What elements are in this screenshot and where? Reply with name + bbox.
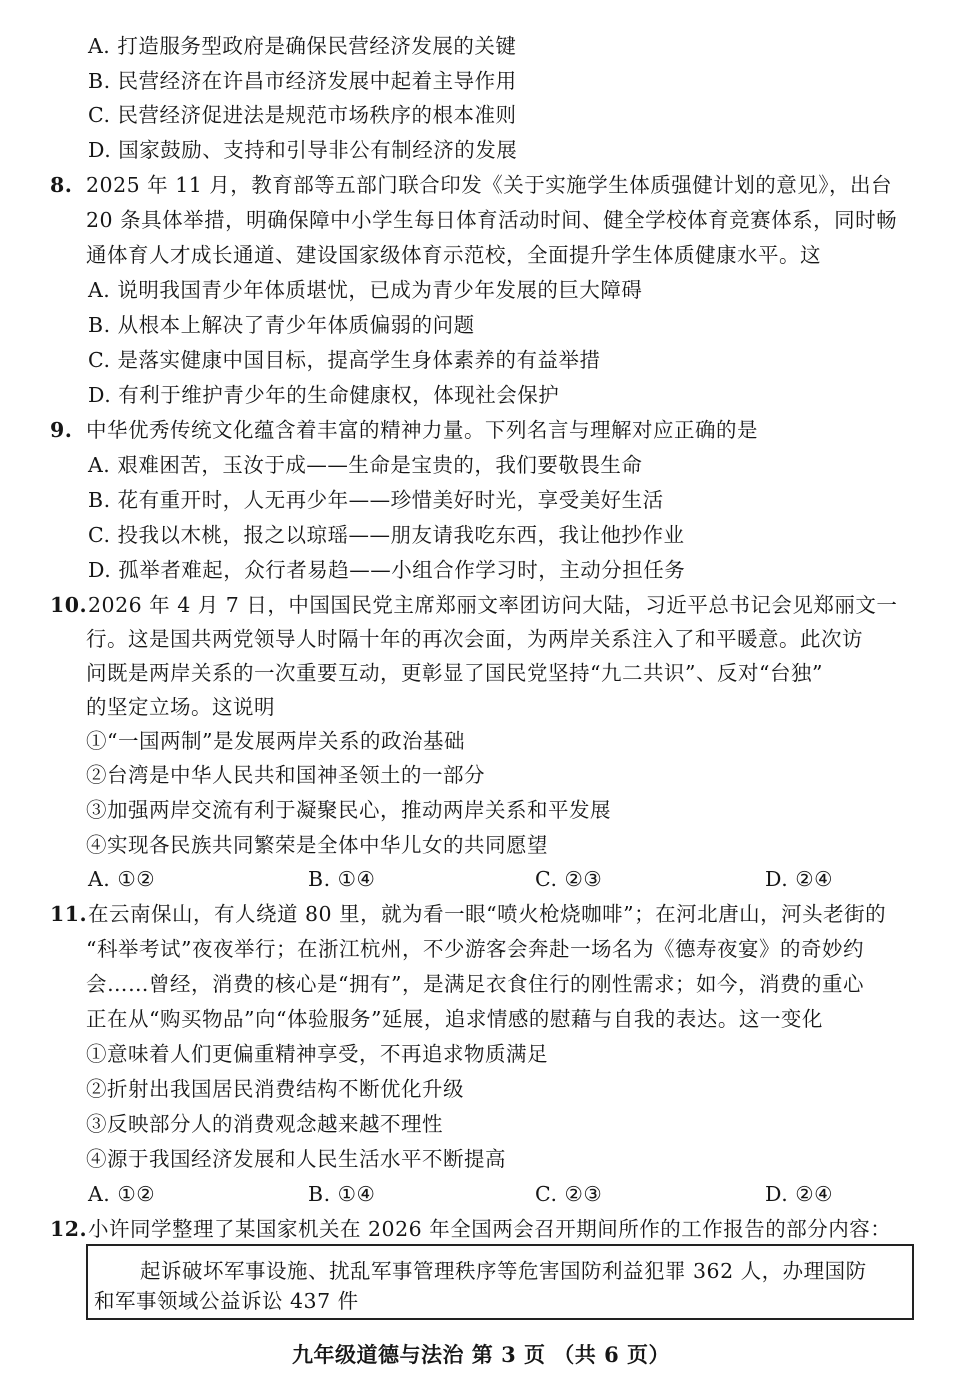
q10-item-1: ①“一国两制”是发展两岸关系的政治基础	[86, 729, 465, 753]
q8-stem-line-3: 通体育人才成长通道、建设国家级体育示范校，全面提升学生体质健康水平。这	[86, 243, 821, 267]
q7-option-c: C. 民营经济促进法是规范市场秩序的根本准则	[88, 103, 517, 127]
q11-stem-line-3: 会……曾经，消费的核心是“拥有”，是满足衣食住行的刚性需求；如今，消费的重心	[86, 972, 864, 996]
q9-option-b: B. 花有重开时，人无再少年——珍惜美好时光，享受美好生活	[88, 488, 664, 512]
q10-stem-line-3: 问既是两岸关系的一次重要互动，更彰显了国民党坚持“九二共识”、反对“台独”	[86, 661, 823, 685]
q10-choice-c: C. ②③	[535, 867, 603, 891]
q8-stem-line-2: 20 条具体举措，明确保障中小学生每日体育活动时间、健全学校体育竞赛体系，同时畅	[86, 208, 898, 232]
q10-stem-line-1: 10.2026 年 4 月 7 日，中国国民党主席郑丽文率团访问大陆，习近平总书记会见郑丽文一	[50, 590, 897, 620]
q12-number: 12.	[50, 1217, 88, 1241]
q10-stem-line-2: 行。这是国共两党领导人时隔十年的再次会面，为两岸关系注入了和平暖意。此次访	[86, 627, 863, 651]
q10-item-2: ②台湾是中华人民共和国神圣领土的一部分	[86, 763, 485, 787]
q11-item-4: ④源于我国经济发展和人民生活水平不断提高	[86, 1147, 506, 1171]
q7-option-a: A. 打造服务型政府是确保民营经济发展的关键	[88, 34, 517, 58]
q10-number: 10.	[50, 593, 88, 617]
q11-item-3: ③反映部分人的消费观念越来越不理性	[86, 1112, 443, 1136]
q9-number: 9.	[50, 418, 73, 442]
q7-option-b: B. 民营经济在许昌市经济发展中起着主导作用	[88, 69, 517, 93]
q10-choice-a: A. ①②	[88, 867, 156, 891]
q11-choice-a: A. ①②	[88, 1182, 156, 1206]
q11-item-1: ①意味着人们更偏重精神享受，不再追求物质满足	[86, 1042, 548, 1066]
q8-stem-line-1: 8. 2025 年 11 月，教育部等五部门联合印发《关于实施学生体质强健计划的意见》，出台	[50, 170, 892, 200]
q12-material-box	[86, 1244, 914, 1320]
q10-stem-line-4: 的坚定立场。这说明	[86, 695, 275, 719]
q7-option-d: D. 国家鼓励、支持和引导非公有制经济的发展	[88, 138, 518, 162]
q11-stem-line-4: 正在从“购买物品”向“体验服务”延展，追求情感的慰藉与自我的表达。这一变化	[86, 1007, 823, 1031]
q9-option-d: D. 孤举者难起，众行者易趋——小组合作学习时，主动分担任务	[88, 558, 686, 582]
page-footer: 九年级道德与法治 第 3 页 （共 6 页）	[291, 1342, 671, 1367]
q12-stem: 12.小许同学整理了某国家机关在 2026 年全国两会召开期间所作的工作报告的部分内容：	[50, 1214, 891, 1244]
q11-stem-line-1: 11.在云南保山，有人绕道 80 里，就为看一眼“喷火枪烧咖啡”；在河北唐山，河头老街的	[50, 899, 886, 929]
q10-choice-d: D. ②④	[765, 867, 833, 891]
q8-option-c: C. 是落实健康中国目标，提高学生身体素养的有益举措	[88, 348, 601, 372]
q12-material-line-2: 和军事领域公益诉讼 437 件	[94, 1289, 359, 1313]
q11-choice-b: B. ①④	[308, 1182, 376, 1206]
q8-option-a: A. 说明我国青少年体质堪忧，已成为青少年发展的巨大障碍	[88, 278, 643, 302]
q9-stem: 9. 中华优秀传统文化蕴含着丰富的精神力量。下列名言与理解对应正确的是	[50, 415, 758, 445]
q10-item-4: ④实现各民族共同繁荣是全体中华儿女的共同愿望	[86, 833, 548, 857]
q8-option-d: D. 有利于维护青少年的生命健康权，体现社会保护	[88, 383, 560, 407]
q8-option-b: B. 从根本上解决了青少年体质偏弱的问题	[88, 313, 475, 337]
q10-choice-b: B. ①④	[308, 867, 376, 891]
q9-option-c: C. 投我以木桃，报之以琼瑶——朋友请我吃东西，我让他抄作业	[88, 523, 685, 547]
q11-choice-d: D. ②④	[765, 1182, 833, 1206]
q12-material-line-1: 起诉破坏军事设施、扰乱军事管理秩序等危害国防利益犯罪 362 人，办理国防	[140, 1259, 867, 1283]
q10-item-3: ③加强两岸交流有利于凝聚民心，推动两岸关系和平发展	[86, 798, 611, 822]
q8-number: 8.	[50, 173, 73, 197]
q9-option-a: A. 艰难困苦，玉汝于成——生命是宝贵的，我们要敬畏生命	[88, 453, 643, 477]
q11-number: 11.	[50, 902, 88, 926]
q11-stem-line-2: “科举考试”夜夜举行；在浙江杭州，不少游客会奔赴一场名为《德寿夜宴》的奇妙约	[86, 937, 864, 961]
q11-choice-c: C. ②③	[535, 1182, 603, 1206]
q11-item-2: ②折射出我国居民消费结构不断优化升级	[86, 1077, 464, 1101]
